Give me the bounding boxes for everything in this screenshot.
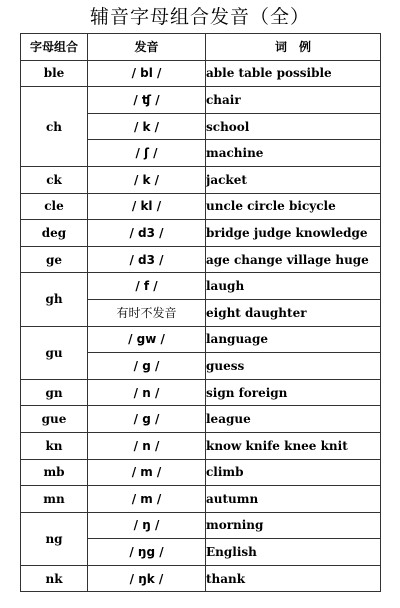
letter-combination-cell: gu [21, 326, 88, 379]
letter-combination-cell: ck [21, 166, 88, 193]
example-words-cell: able table possible [206, 60, 381, 87]
pronunciation-cell: / ŋg / [88, 539, 206, 566]
pronunciation-cell: / d3 / [88, 246, 206, 273]
letter-combination-cell: kn [21, 432, 88, 459]
example-words-cell: machine [206, 140, 381, 167]
example-words-cell: language [206, 326, 381, 353]
table-row [21, 432, 381, 459]
pronunciation-cell: / k / [88, 166, 206, 193]
pronunciation-cell: / gw / [88, 326, 206, 353]
table-row [21, 166, 381, 193]
example-words-cell: uncle circle bicycle [206, 193, 381, 220]
letter-combination-cell: mn [21, 486, 88, 513]
example-words-cell: age change village huge [206, 246, 381, 273]
pronunciation-cell: / ŋ / [88, 512, 206, 539]
table-row [21, 60, 381, 87]
letter-combination-cell: gue [21, 406, 88, 433]
table-row [21, 326, 381, 353]
table-row [21, 486, 381, 513]
pronunciation-cell: / d3 / [88, 220, 206, 247]
table-row [21, 406, 381, 433]
pronunciation-cell: / m / [88, 486, 206, 513]
letter-combination-cell: ble [21, 60, 88, 87]
pronunciation-cell: / n / [88, 432, 206, 459]
letter-combination-cell: cle [21, 193, 88, 220]
example-words-cell: English [206, 539, 381, 566]
table-header-row [21, 34, 381, 61]
letter-combination-cell: gn [21, 379, 88, 406]
example-words-cell: eight daughter [206, 299, 381, 326]
example-words-cell: bridge judge knowledge [206, 220, 381, 247]
table-row [21, 379, 381, 406]
pronunciation-cell: / ŋk / [88, 565, 206, 592]
table-row [21, 87, 381, 114]
header-examples: 词 例 [206, 34, 381, 61]
letter-combination-cell: ge [21, 246, 88, 273]
example-words-cell: thank [206, 565, 381, 592]
table-body [21, 60, 381, 592]
pronunciation-cell: / g / [88, 353, 206, 380]
letter-combination-cell: nk [21, 565, 88, 592]
example-words-cell: guess [206, 353, 381, 380]
table-row [21, 459, 381, 486]
pronunciation-cell: / bl / [88, 60, 206, 87]
letter-combination-cell: deg [21, 220, 88, 247]
pronunciation-cell: / k / [88, 113, 206, 140]
example-words-cell: autumn [206, 486, 381, 513]
pronunciation-cell: / g / [88, 406, 206, 433]
header-sound: 发音 [88, 34, 206, 61]
pronunciation-cell: / ʧ / [88, 87, 206, 114]
table-row [21, 246, 381, 273]
example-words-cell: morning [206, 512, 381, 539]
letter-combination-cell: mb [21, 459, 88, 486]
pronunciation-cell: / m / [88, 459, 206, 486]
pronunciation-cell: 有时不发音 [88, 299, 206, 326]
table-row [21, 565, 381, 592]
example-words-cell: school [206, 113, 381, 140]
example-words-cell: chair [206, 87, 381, 114]
letter-combination-cell: ng [21, 512, 88, 565]
pronunciation-cell: / f / [88, 273, 206, 300]
pronunciation-cell: / kl / [88, 193, 206, 220]
pronunciation-cell: / n / [88, 379, 206, 406]
example-words-cell: sign foreign [206, 379, 381, 406]
table-row [21, 220, 381, 247]
example-words-cell: know knife knee knit [206, 432, 381, 459]
letter-combination-cell: gh [21, 273, 88, 326]
letter-combination-cell: ch [21, 87, 88, 167]
pronunciation-cell: / ʃ / [88, 140, 206, 167]
table-row [21, 273, 381, 300]
example-words-cell: jacket [206, 166, 381, 193]
example-words-cell: laugh [206, 273, 381, 300]
table-row [21, 512, 381, 539]
phonics-table [20, 33, 381, 592]
page-title: 辅音字母组合发音（全） [89, 6, 310, 28]
example-words-cell: league [206, 406, 381, 433]
table-row [21, 193, 381, 220]
header-combo: 字母组合 [21, 34, 88, 61]
example-words-cell: climb [206, 459, 381, 486]
